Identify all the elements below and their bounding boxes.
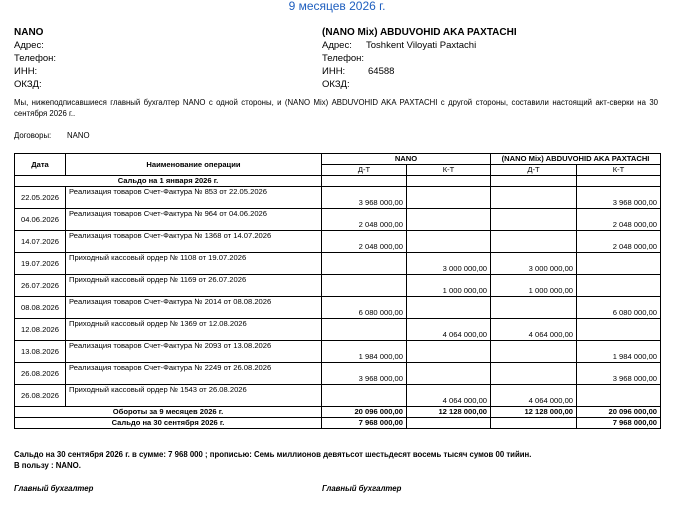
row-operation: Реализация товаров Счет-Фактура № 1368 от 14.07.2026 (66, 231, 322, 253)
table-row (15, 253, 661, 275)
party2-name: (NANO Mix) ABDUVOHID AKA PAXTACHI (322, 27, 517, 38)
row-partner-credit: 2 048 000,00 (577, 209, 661, 231)
closing-k2: 7 968 000,00 (577, 418, 661, 429)
party2-inn: 64588 (368, 66, 395, 77)
row-partner-credit (577, 253, 661, 275)
opening-k1 (407, 176, 491, 187)
row-date: 08.08.2026 (15, 297, 66, 319)
row-nano-debit: 3 968 000,00 (322, 187, 407, 209)
row-partner-debit (491, 209, 577, 231)
row-partner-debit (491, 187, 577, 209)
row-nano-credit: 1 000 000,00 (407, 275, 491, 297)
opening-d1 (322, 176, 407, 187)
summary-in-favor: В пользу : NANO. (14, 461, 81, 470)
row-partner-credit (577, 319, 661, 341)
summary-balance: Сальдо на 30 сентября 2026 г. в сумме: 7 968 000 ; прописью: Семь миллионов девятьсот шестьдесят восемь тысяч сумов 00 тийин. (14, 450, 532, 459)
turnover-k2: 20 096 000,00 (577, 407, 661, 418)
row-nano-credit: 3 000 000,00 (407, 253, 491, 275)
row-operation: Приходный кассовый ордер № 1169 от 26.07.2026 (66, 275, 322, 297)
row-operation: Приходный кассовый ордер № 1543 от 26.08.2026 (66, 385, 322, 407)
row-partner-debit: 4 064 000,00 (491, 319, 577, 341)
party1-name: NANO (14, 27, 44, 38)
row-nano-credit: 4 064 000,00 (407, 319, 491, 341)
row-nano-credit (407, 341, 491, 363)
closing-k1 (407, 418, 491, 429)
row-nano-debit: 2 048 000,00 (322, 209, 407, 231)
row-partner-credit: 2 048 000,00 (577, 231, 661, 253)
turnover-d1: 20 096 000,00 (322, 407, 407, 418)
row-partner-credit: 6 080 000,00 (577, 297, 661, 319)
row-partner-debit: 3 000 000,00 (491, 253, 577, 275)
row-date: 12.08.2026 (15, 319, 66, 341)
row-nano-credit (407, 209, 491, 231)
opening-balance-label: Сальдо на 1 января 2026 г. (15, 176, 322, 187)
row-date: 22.05.2026 (15, 187, 66, 209)
signature-left-label: Главный бухгалтер (14, 484, 94, 493)
party1-okzd-label: ОКЗД: (14, 79, 42, 90)
group2-credit-header: К-Т (577, 165, 661, 176)
row-nano-credit (407, 231, 491, 253)
row-partner-credit (577, 385, 661, 407)
table-row (15, 297, 661, 319)
row-nano-debit: 1 984 000,00 (322, 341, 407, 363)
opening-d2 (491, 176, 577, 187)
row-date: 26.08.2026 (15, 385, 66, 407)
row-partner-debit: 1 000 000,00 (491, 275, 577, 297)
row-partner-debit (491, 231, 577, 253)
row-operation: Приходный кассовый ордер № 1369 от 12.08.2026 (66, 319, 322, 341)
party1-phone-label: Телефон: (14, 53, 57, 64)
col-date-header: Дата (15, 154, 66, 176)
row-nano-debit (322, 275, 407, 297)
turnover-d2: 12 128 000,00 (491, 407, 577, 418)
contracts-label: Договоры: (14, 131, 52, 140)
row-partner-debit (491, 297, 577, 319)
table-row (15, 363, 661, 385)
row-date: 26.07.2026 (15, 275, 66, 297)
party2-okzd-label: ОКЗД: (322, 79, 350, 90)
row-nano-credit (407, 297, 491, 319)
party1-address-label: Адрес: (14, 40, 44, 51)
group1-header: NANO (322, 154, 491, 165)
row-partner-debit: 4 064 000,00 (491, 385, 577, 407)
report-period-title: 9 месяцев 2026 г. (288, 0, 386, 13)
row-partner-debit (491, 363, 577, 385)
party2-inn-label: ИНН: (322, 66, 346, 77)
row-operation: Реализация товаров Счет-Фактура № 2249 от 26.08.2026 (66, 363, 322, 385)
table-row (15, 187, 661, 209)
row-nano-credit (407, 187, 491, 209)
row-nano-debit: 2 048 000,00 (322, 231, 407, 253)
row-operation: Приходный кассовый ордер № 1108 от 19.07.2026 (66, 253, 322, 275)
group1-debit-header: Д-Т (322, 165, 407, 176)
contracts-value: NANO (67, 131, 90, 140)
turnover-k1: 12 128 000,00 (407, 407, 491, 418)
row-nano-debit (322, 253, 407, 275)
row-partner-credit: 3 968 000,00 (577, 363, 661, 385)
party1-inn-label: ИНН: (14, 66, 38, 77)
table-row (15, 275, 661, 297)
intro-paragraph: Мы, нижеподписавшиеся главный бухгалтер NANO с одной стороны, и (NANO Mix) ABDUVOHID AKA PAXTACHI с другой стороны, составили настоящий акт-сверки на 30 сентября 2026 г.. (14, 98, 658, 118)
row-nano-debit (322, 385, 407, 407)
row-operation: Реализация товаров Счет-Фактура № 853 от 22.05.2026 (66, 187, 322, 209)
party2-address: Toshkent Viloyati Paxtachi (366, 40, 477, 51)
row-date: 26.08.2026 (15, 363, 66, 385)
opening-k2 (577, 176, 661, 187)
signature-right-label: Главный бухгалтер (322, 484, 402, 493)
group2-debit-header: Д-Т (491, 165, 577, 176)
table-row (15, 231, 661, 253)
row-nano-debit (322, 319, 407, 341)
reconciliation-table (14, 153, 661, 429)
row-nano-debit: 6 080 000,00 (322, 297, 407, 319)
row-nano-debit: 3 968 000,00 (322, 363, 407, 385)
row-partner-debit (491, 341, 577, 363)
table-row (15, 385, 661, 407)
row-date: 04.06.2026 (15, 209, 66, 231)
row-nano-credit (407, 363, 491, 385)
row-operation: Реализация товаров Счет-Фактура № 2014 от 08.08.2026 (66, 297, 322, 319)
row-partner-credit: 3 968 000,00 (577, 187, 661, 209)
col-operation-header: Наименование операции (66, 154, 322, 176)
row-operation: Реализация товаров Счет-Фактура № 964 от 04.06.2026 (66, 209, 322, 231)
group1-credit-header: К-Т (407, 165, 491, 176)
turnover-label: Обороты за 9 месяцев 2026 г. (15, 407, 322, 418)
group2-header: (NANO Mix) ABDUVOHID AKA PAXTACHI (491, 154, 661, 165)
row-nano-credit: 4 064 000,00 (407, 385, 491, 407)
row-date: 13.08.2026 (15, 341, 66, 363)
table-row (15, 319, 661, 341)
row-partner-credit: 1 984 000,00 (577, 341, 661, 363)
closing-d1: 7 968 000,00 (322, 418, 407, 429)
closing-d2 (491, 418, 577, 429)
closing-balance-label: Сальдо на 30 сентября 2026 г. (15, 418, 322, 429)
table-row (15, 341, 661, 363)
row-partner-credit (577, 275, 661, 297)
row-date: 14.07.2026 (15, 231, 66, 253)
party2-address-label: Адрес: (322, 40, 352, 51)
table-row (15, 209, 661, 231)
row-operation: Реализация товаров Счет-Фактура № 2093 от 13.08.2026 (66, 341, 322, 363)
party2-phone-label: Телефон: (322, 53, 365, 64)
row-date: 19.07.2026 (15, 253, 66, 275)
